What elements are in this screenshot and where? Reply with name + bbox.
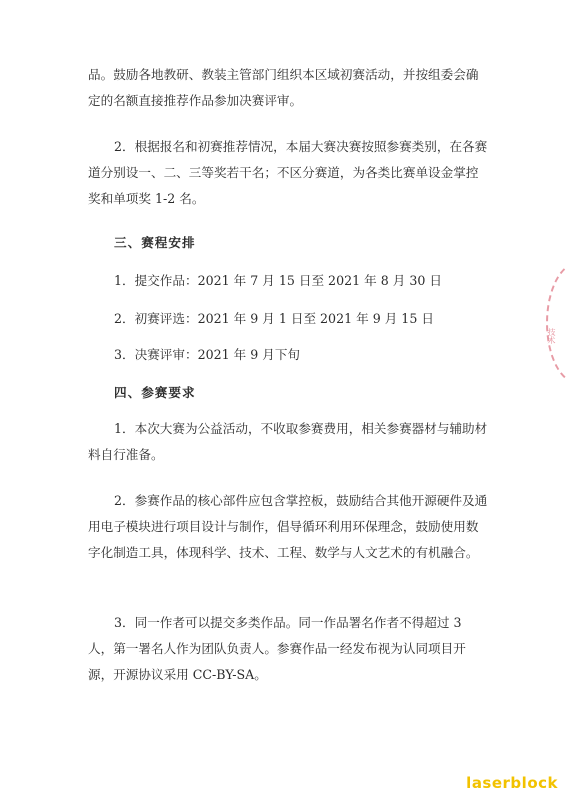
section-heading-schedule: 三、赛程安排 [114,235,196,250]
official-seal-stamp [544,262,566,382]
section-heading-requirements: 四、参赛要求 [114,385,196,400]
requirement-item-2: 2．参赛作品的核心部件应包含掌控板，鼓励结合其他开源硬件及通用电子模块进行项目设计与制作，倡导循环利用环保理念，鼓励使用数字化制造工具，体现科学、技术、工程、数学与人文艺术的有机融合。 [88,493,488,560]
watermark-logo: laserblock [466,774,558,792]
seal-text: 技术 [547,328,556,344]
schedule-item-final: 3．决赛评审：2021 年 9 月下旬 [114,347,301,362]
seal-ring [546,262,566,382]
paragraph-continuation: 品。鼓励各地教研、教装主管部门组织本区域初赛活动，并按组委会确定的名额直接推荐作品参加决赛评审。 [88,67,479,108]
paragraph-award-settings: 2．根据报名和初赛推荐情况，本届大赛决赛按照参赛类别，在各赛道分别设一、二、三等奖若干名；不区分赛道，为各类比赛单设金掌控奖和单项奖 1-2 名。 [88,139,488,206]
requirement-item-3: 3．同一作者可以提交多类作品。同一作品署名作者不得超过 3 人，第一署名人作为团队负责人。参赛作品一经发布视为认同项目开源，开源协议采用 CC-BY-SA。 [88,615,466,682]
requirement-item-1: 1．本次大赛为公益活动，不收取参赛费用，相关参赛器材与辅助材料自行准备。 [88,421,488,462]
schedule-item-preliminary: 2．初赛评选：2021 年 9 月 1 日至 2021 年 9 月 15 日 [114,311,434,326]
schedule-item-submission: 1．提交作品：2021 年 7 月 15 日至 2021 年 8 月 30 日 [114,273,442,288]
